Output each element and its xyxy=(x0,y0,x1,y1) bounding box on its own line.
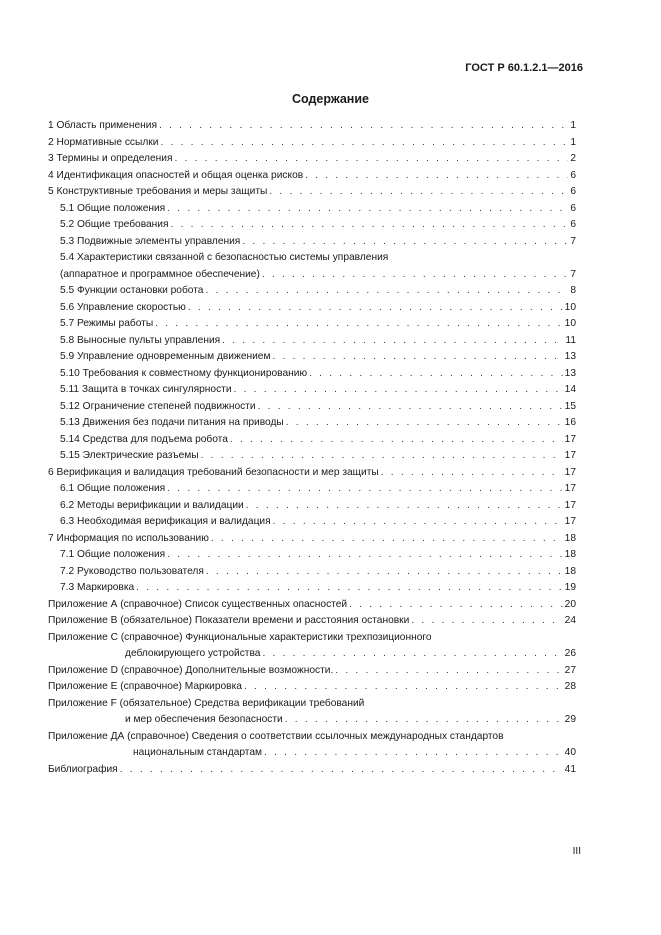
toc-entry[interactable] xyxy=(48,151,576,168)
toc-entry-page: 17 xyxy=(564,466,576,478)
toc-entry-text: Приложение В (обязательное) Показатели времени и расстояния остановки xyxy=(48,615,410,626)
toc-entry-text: Приложение А (справочное) Список существенных опасностей xyxy=(48,598,348,610)
toc-entry-text: 5.2 Общие требования xyxy=(60,219,169,230)
toc-entry-page: 7 xyxy=(570,268,576,280)
toc-entry-page: 40 xyxy=(564,747,576,758)
toc-entry-page: 1 xyxy=(570,120,576,131)
toc-entry-page: 18 xyxy=(564,532,576,544)
toc-entry[interactable] xyxy=(48,531,576,548)
toc-entry[interactable] xyxy=(48,349,576,366)
toc-entry[interactable] xyxy=(48,432,576,449)
toc-entry[interactable] xyxy=(48,696,576,729)
toc-entry[interactable] xyxy=(48,729,576,762)
page-title: Содержание xyxy=(291,92,369,106)
toc-entry[interactable] xyxy=(48,135,576,152)
toc-entry-page: 1 xyxy=(570,136,576,148)
toc-entry-page: 17 xyxy=(564,516,576,527)
toc-entry-text-continued: (аппаратное и программное обеспечение) xyxy=(60,268,260,280)
toc-entry-page: 18 xyxy=(564,549,576,560)
toc-entry-page: 10 xyxy=(564,301,576,313)
toc-entry-text-continued: деблокирующего устройства xyxy=(125,648,261,659)
toc-entry-page: 20 xyxy=(564,598,576,610)
toc-entry-text: 6 Верификация и валидация требований безопасности и мер защиты xyxy=(48,466,379,478)
toc-entry[interactable] xyxy=(48,283,576,300)
toc-entry-text: Приложение Е (справочное) Маркировка xyxy=(48,681,242,692)
toc-entry-text: 5.3 Подвижные элементы управления xyxy=(60,235,241,247)
toc-entry[interactable] xyxy=(48,234,576,251)
toc-entry-text: 1 Область применения xyxy=(48,120,157,131)
toc-entry-text: 5 Конструктивные требования и меры защиты xyxy=(48,186,268,197)
toc-entry-text: 5.11 Защита в точках сингулярности xyxy=(60,384,232,395)
toc-entry[interactable] xyxy=(48,630,576,663)
toc-entry[interactable] xyxy=(48,399,576,416)
toc-entry-text: 5.13 Движения без подачи питания на приводы xyxy=(60,417,284,428)
toc-entry-text: 5.1 Общие положения xyxy=(60,202,166,214)
toc-entry-text-continued: и мер обеспечения безопасности xyxy=(125,714,283,725)
toc-entry-page: 17 xyxy=(564,499,576,511)
toc-entry-page: 14 xyxy=(564,384,576,395)
toc-entry-text: 5.9 Управление одновременным движением xyxy=(60,351,271,362)
page-number: III xyxy=(572,846,581,857)
toc-entry[interactable] xyxy=(48,382,576,399)
toc-entry-text: Приложение D (справочное) Дополнительные возможности. xyxy=(48,664,334,676)
toc-entry[interactable] xyxy=(48,762,576,779)
toc-entry-text: 5.6 Управление скоростью xyxy=(60,301,186,313)
toc-entry-text-continued: национальным стандартам xyxy=(133,747,263,758)
toc-entry-text: 2 Нормативные ссылки xyxy=(48,136,159,148)
toc-entry[interactable] xyxy=(48,481,576,498)
toc-entry-page: 16 xyxy=(564,417,576,428)
toc-entry[interactable] xyxy=(48,217,576,234)
toc-entry-text: 7.3 Маркировка xyxy=(60,582,135,593)
toc-entry[interactable] xyxy=(48,448,576,465)
toc-entry-text: Приложение F (обязательное) Средства верификации требований xyxy=(48,697,365,709)
toc-entry-text: 5.4 Характеристики связанной с безопасностью системы управления xyxy=(60,252,389,263)
toc-entry-page: 19 xyxy=(564,582,576,593)
toc-entry-text: 5.8 Выносные пульты управления xyxy=(60,334,221,346)
toc-entry-page: 8 xyxy=(570,285,576,296)
toc-entry[interactable] xyxy=(48,250,576,283)
toc-entry[interactable] xyxy=(48,168,576,185)
toc-entry-text: Приложение ДА (справочное) Сведения о соответствии ссылочных международных стандартов xyxy=(48,730,504,742)
toc-entry-text: 5.10 Требования к совместному функционированию xyxy=(60,367,308,379)
toc-entry-page: 2 xyxy=(570,153,576,164)
toc-entry-page: 6 xyxy=(570,219,576,230)
toc-entry-page: 13 xyxy=(564,351,576,362)
toc-entry[interactable] xyxy=(48,415,576,432)
toc-entry[interactable] xyxy=(48,564,576,581)
toc-entry[interactable] xyxy=(48,184,576,201)
toc-entry-page: 26 xyxy=(564,648,576,659)
toc-entry[interactable] xyxy=(48,465,576,482)
toc-entry-text: 3 Термины и определения xyxy=(48,153,173,164)
toc-entry-page: 17 xyxy=(564,433,576,445)
toc-entry[interactable] xyxy=(48,514,576,531)
toc-entry[interactable] xyxy=(48,613,576,630)
toc-entry-text: 6.1 Общие положения xyxy=(60,483,166,494)
toc-entry-page: 24 xyxy=(564,615,576,626)
table-of-contents xyxy=(48,118,576,778)
toc-entry-page: 10 xyxy=(564,318,576,329)
toc-entry[interactable] xyxy=(48,366,576,383)
toc-entry[interactable] xyxy=(48,597,576,614)
toc-entry-text: 5.7 Режимы работы xyxy=(60,318,154,329)
toc-entry-page: 27 xyxy=(564,664,576,676)
toc-entry-page: 13 xyxy=(564,367,576,379)
toc-entry-page: 6 xyxy=(570,169,576,181)
toc-entry-page: 28 xyxy=(564,681,576,692)
toc-entry-page: 17 xyxy=(564,483,576,494)
toc-entry-text: 7.2 Руководство пользователя xyxy=(60,565,204,577)
toc-entry[interactable] xyxy=(48,679,576,696)
toc-entry[interactable] xyxy=(48,547,576,564)
toc-entry-text: 5.12 Ограничение степеней подвижности xyxy=(60,400,256,412)
toc-entry[interactable] xyxy=(48,498,576,515)
document-number: ГОСТ Р 60.1.2.1—2016 xyxy=(465,62,583,74)
toc-entry-page: 6 xyxy=(570,202,576,214)
toc-entry-page: 6 xyxy=(570,186,576,197)
toc-entry-text: 4 Идентификация опасностей и общая оценка рисков xyxy=(48,169,304,181)
toc-entry-text: 7.1 Общие положения xyxy=(60,549,166,560)
toc-entry[interactable] xyxy=(48,663,576,680)
toc-entry-text: 6.3 Необходимая верификация и валидация xyxy=(60,516,271,527)
toc-entry[interactable] xyxy=(48,316,576,333)
toc-entry-page: 7 xyxy=(570,235,576,247)
toc-entry-page: 18 xyxy=(564,565,576,577)
toc-entry-page: 15 xyxy=(564,400,576,412)
toc-entry-text: 5.15 Электрические разъемы xyxy=(60,450,199,461)
toc-entry-page: 29 xyxy=(564,714,576,725)
toc-entry-text: Приложение С (справочное) Функциональные характеристики трехпозиционного xyxy=(48,631,432,643)
toc-entry-page: 41 xyxy=(564,763,576,775)
toc-entry-page: 17 xyxy=(564,450,576,461)
toc-entry[interactable] xyxy=(48,118,576,135)
toc-entry-text: 6.2 Методы верификации и валидации xyxy=(60,499,244,511)
toc-entry-text: 5.14 Средства для подъема робота xyxy=(60,433,228,445)
toc-entry[interactable] xyxy=(48,580,576,597)
toc-entry-text: 5.5 Функции остановки робота xyxy=(60,285,204,296)
toc-entry-text: 7 Информация по использованию xyxy=(48,532,209,544)
toc-entry-text: Библиография xyxy=(48,763,118,775)
toc-entry[interactable] xyxy=(48,300,576,317)
toc-entry[interactable] xyxy=(48,333,576,350)
toc-entry-page: 11 xyxy=(565,334,576,346)
toc-entry[interactable] xyxy=(48,201,576,218)
